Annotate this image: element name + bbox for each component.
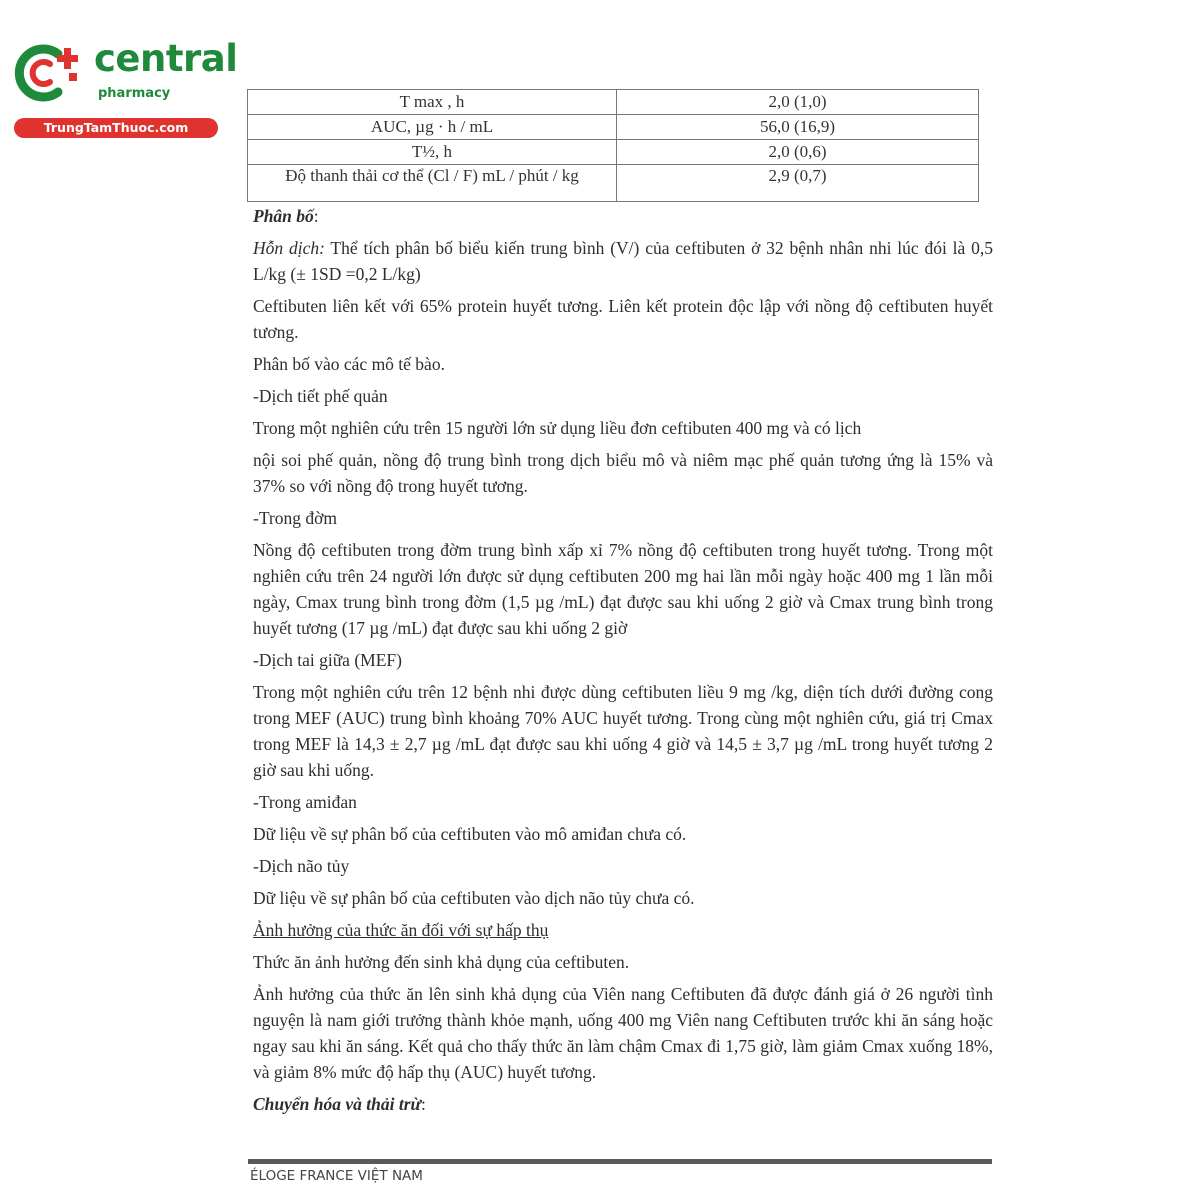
central-pharmacy-logo-icon [12,40,84,104]
footer-divider [248,1159,992,1164]
document-body [253,203,993,1117]
paragraph-sputum: Nồng độ ceftibuten trong đờm trung bình xấp xỉ 7% nồng độ ceftibuten trong huyết tương. Trong một nghiên cứu trên 24 người lớn được sử dụng ceftibuten 200 mg hai lần mỗi ngày hoặc 400 mg 1 lần mỗi ngày, Cmax trung bình trong đờm (1,5 µg /mL) đạt được sau khi uống 2 giờ và Cmax trung bình trong huyết tương (17 µg /mL) đạt được sau khi uống 2 giờ [253,540,993,638]
subheading-middle-ear: -Dịch tai giữa (MEF) [253,650,402,670]
subheading-csf: -Dịch não tủy [253,856,350,876]
section-heading-distribution: Phân bố: [253,206,319,226]
table-row [248,140,979,165]
paragraph-tissue-distribution: Phân bố vào các mô tế bào. [253,354,445,374]
section-heading-metabolism: Chuyển hóa và thải trừ: [253,1094,426,1114]
paragraph-food-effect-1: Thức ăn ảnh hưởng đến sinh khả dụng của ceftibuten. [253,952,630,972]
subheading-food-effect: Ảnh hưởng của thức ăn đối với sự hấp thụ [253,920,549,940]
paragraph-csf: Dữ liệu về sự phân bố của ceftibuten vào dịch não tủy chưa có. [253,888,695,908]
table-row [248,165,979,202]
subheading-tonsil: -Trong amiđan [253,792,357,812]
suspension-label: Hỗn dịch: [253,238,325,258]
pharmacokinetics-table [247,89,979,202]
subheading-bronchial: -Dịch tiết phế quản [253,386,388,406]
brand-name: central [94,37,238,80]
table-cell-param: T max , h [248,90,617,115]
table-cell-param: Độ thanh thải cơ thể (Cl / F) mL / phút / kg [248,165,617,202]
table-row [248,90,979,115]
table-cell-value: 2,0 (0,6) [617,140,979,165]
table-row [248,115,979,140]
table-cell-param: AUC, µg · h / mL [248,115,617,140]
brand-subtitle: pharmacy [98,86,171,101]
table-cell-value: 2,0 (1,0) [617,90,979,115]
footer-text: ÉLOGE FRANCE VIỆT NAM [250,1168,423,1184]
paragraph-bronchial-2: nội soi phế quản, nồng độ trung bình trong dịch biểu mô và niêm mạc phế quản tương ứng là 15% và 37% so với nồng độ trong huyết tương. [253,450,993,496]
table-cell-param: T½, h [248,140,617,165]
brand-website: TrungTamThuoc.com [14,118,218,138]
paragraph-middle-ear: Trong một nghiên cứu trên 12 bệnh nhi được dùng ceftibuten liều 9 mg /kg, diện tích dưới đường cong trong MEF (AUC) trung bình khoảng 70% AUC huyết tương. Trong cùng một nghiên cứu, giá trị Cmax trong MEF là 14,3 ± 2,7 µg /mL đạt được sau khi uống 4 giờ và 14,5 ± 3,7 µg /mL trong huyết tương 2 giờ sau khi uống. [253,682,993,780]
table-cell-value: 2,9 (0,7) [617,165,979,202]
paragraph-bronchial-1: Trong một nghiên cứu trên 15 người lớn sử dụng liều đơn ceftibuten 400 mg và có lịch [253,418,862,438]
paragraph-protein-binding: Ceftibuten liên kết với 65% protein huyết tương. Liên kết protein độc lập với nồng độ ceftibuten huyết tương. [253,296,993,342]
subheading-sputum: -Trong đờm [253,508,337,528]
brand-logo [8,37,238,138]
paragraph-food-effect-2: Ảnh hưởng của thức ăn lên sinh khả dụng của Viên nang Ceftibuten đã được đánh giá ở 26 người tình nguyện là nam giới trưởng thành khỏe mạnh, uống 400 mg Viên nang Ceftibuten trước khi ăn sáng hoặc ngay sau khi ăn sáng. Kết quả cho thấy thức ăn làm chậm Cmax đi 1,75 giờ, làm giảm Cmax xuống 18%, và giảm 8% mức độ hấp thụ (AUC) huyết tương. [253,984,993,1082]
paragraph-suspension: Hỗn dịch: Thể tích phân bố biểu kiến trung bình (V/) của ceftibuten ở 32 bệnh nhân nhi lúc đói là 0,5 L/kg (± 1SD =0,2 L/kg) [253,238,993,284]
paragraph-tonsil: Dữ liệu về sự phân bố của ceftibuten vào mô amiđan chưa có. [253,824,687,844]
table-cell-value: 56,0 (16,9) [617,115,979,140]
